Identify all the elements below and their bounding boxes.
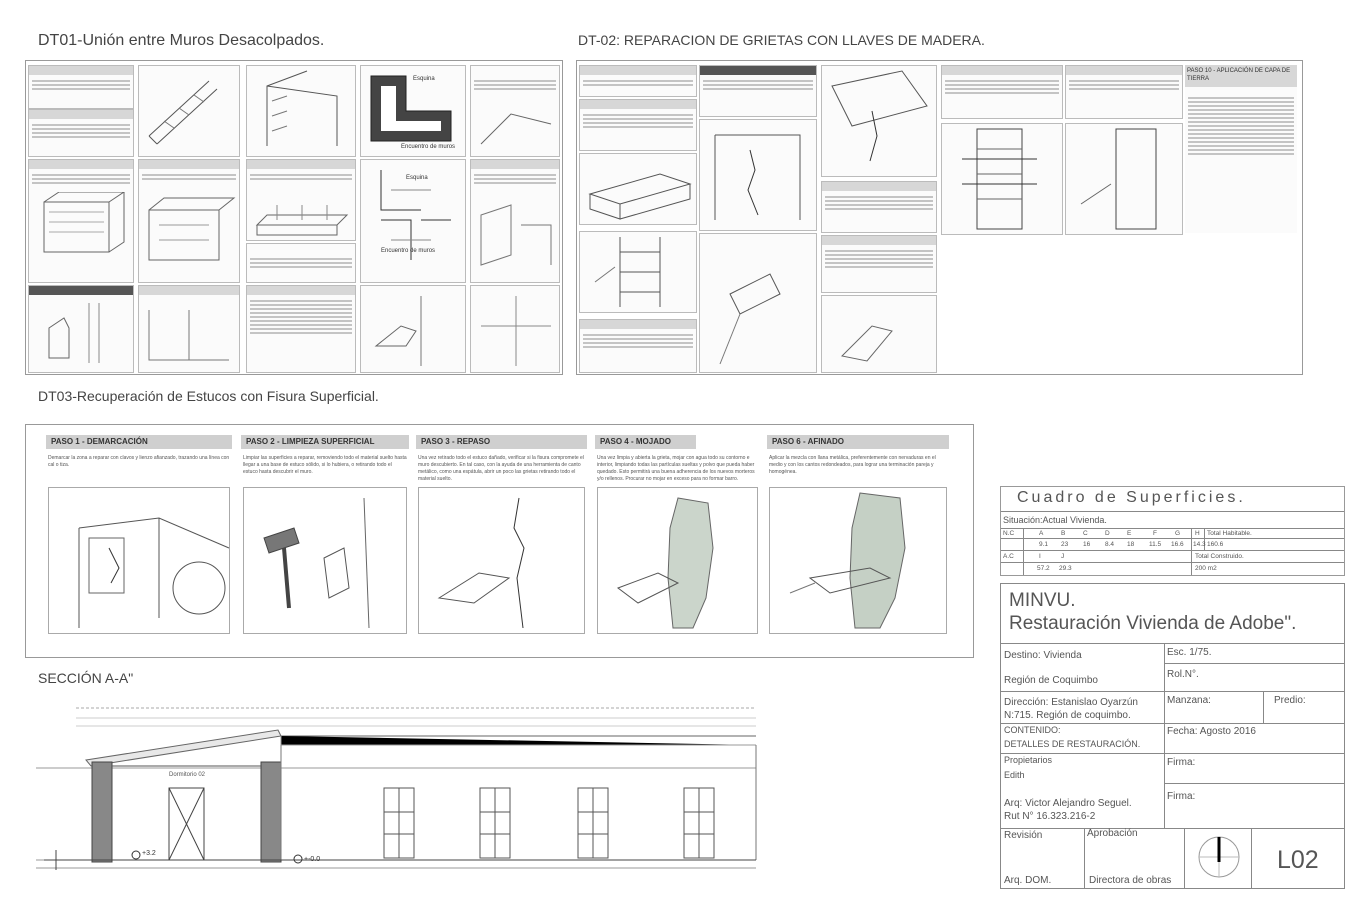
section-elevation <box>36 700 966 890</box>
tb-arq: Arq: Victor Alejandro Seguel. <box>1004 798 1132 809</box>
dt01-plan-detail <box>360 159 466 283</box>
tb-destino: Destino: Vivienda <box>1004 650 1082 661</box>
dt02-step-3 <box>699 65 817 117</box>
dt01-hand-drawing <box>360 285 466 373</box>
dt03-step-4-image <box>597 487 758 634</box>
dt01-diagram-a <box>138 65 240 157</box>
tb-rol: Rol.N°. <box>1167 669 1199 680</box>
tb-sheet-number: L02 <box>1277 846 1319 874</box>
dt01-step-2 <box>28 109 134 157</box>
tb-arq-dom: Arq. DOM. <box>1004 875 1052 886</box>
dt01-step-7 <box>246 159 356 241</box>
dt02-anchor-drawing <box>821 65 937 177</box>
dt02-column-drawing <box>941 123 1063 235</box>
room-label: Dormitorio 02 <box>169 772 206 778</box>
dt01-title: DT01-Unión entre Muros Desacolpados. <box>38 32 325 49</box>
sup-h-0: N.C <box>1003 530 1015 537</box>
dt01-step-4 <box>28 285 134 373</box>
superficies-table <box>1000 486 1345 576</box>
dt01-step-3 <box>28 159 134 283</box>
sup-r1-3: 16 <box>1083 541 1091 548</box>
sup-r1-2: 23 <box>1061 541 1069 548</box>
dt02-wetting-drawing <box>1065 123 1183 235</box>
sup-h-7: G <box>1175 530 1181 537</box>
dt03-step-4-text: Una vez limpia y abierta la grieta, mojar con agua todo su contorno e interior, limpiando todas las partículas sueltas y polvo que pueda haber quedado. Esto permitirá una buena adherencia de los nuevos morteros y/o rellenos. Procurar no mojar en exceso para no formar barro. <box>597 455 755 482</box>
tb-predio: Predio: <box>1274 695 1306 706</box>
dt02-step-10-title: PASO 10 - APLICACIÓN DE CAPA DE TIERRA <box>1185 65 1297 87</box>
dt01-diagram-e <box>470 285 560 373</box>
dt02-beam-drawing <box>579 153 697 225</box>
sup-r1-5: 18 <box>1127 541 1135 548</box>
dt02-brick-drawing <box>579 231 697 313</box>
dt01-step-9 <box>246 285 356 373</box>
title-block <box>1000 583 1345 889</box>
dt03-step-4-label: PASO 4 - MOJADO <box>595 435 696 449</box>
tb-escala: Esc. 1/75. <box>1167 647 1212 658</box>
sup-r1-6: 11.5 <box>1149 541 1162 548</box>
tb-org: MINVU. <box>1009 590 1076 611</box>
sup-h-1: A <box>1039 530 1044 537</box>
dt01-step-6 <box>138 285 240 373</box>
spray-drawing <box>29 298 133 368</box>
wall-corner-drawing <box>29 192 133 282</box>
sup-r2-2: 29.3 <box>1059 565 1072 572</box>
dt03-step-5-image <box>769 487 947 634</box>
tb-fecha: Fecha: Agosto 2016 <box>1167 726 1256 737</box>
dt02-crack-drawing <box>699 119 817 231</box>
sup-r1-4: 8.4 <box>1105 541 1115 548</box>
dt01-corner-plan <box>360 65 466 157</box>
tb-direccion: Dirección: Estanislao Oyarzún N:715. Región de coquimbo. <box>1004 697 1138 721</box>
tb-owner: Edith <box>1004 770 1025 780</box>
dt01-step-8 <box>246 243 356 283</box>
dt01-step-5 <box>138 159 240 283</box>
sup-h-5: E <box>1127 530 1132 537</box>
sup-h2-2: J <box>1061 553 1065 560</box>
tb-aprobacion: Aprobación <box>1087 828 1138 839</box>
dt03-step-3-image <box>418 487 585 634</box>
dt02-panel <box>576 60 1303 375</box>
dt03-step-1-text: Demarcar la zona a reparar con clavos y lienzo afianzado, trazando una línea con cal o tiza. <box>48 455 230 468</box>
dt03-step-3 <box>416 425 587 655</box>
dt03-step-2-label: PASO 2 - LIMPIEZA SUPERFICIAL <box>241 435 409 449</box>
tb-firma-2: Firma: <box>1167 791 1196 802</box>
dt03-step-2-image <box>243 487 407 634</box>
tb-manzana: Manzana: <box>1167 695 1211 706</box>
elevation-drawing <box>36 700 966 890</box>
north-arrow-icon <box>1192 834 1246 880</box>
sup-r1-7: 16.6 <box>1171 541 1184 548</box>
dt03-step-1-image <box>48 487 230 634</box>
dt01-panel <box>25 60 563 375</box>
label-esquina-2: Esquina <box>406 175 428 181</box>
sup-h-3: C <box>1083 530 1088 537</box>
dt02-step-7 <box>941 65 1063 119</box>
dt02-step-5 <box>821 181 937 233</box>
sup-r1-1: 9.1 <box>1039 541 1049 548</box>
tb-project: Restauración Vivienda de Adobe". <box>1009 613 1297 634</box>
dt02-step-8 <box>579 319 697 373</box>
tb-contenido-label: CONTENIDO: <box>1004 725 1061 735</box>
tb-contenido: DETALLES DE RESTAURACIÓN. <box>1004 739 1141 749</box>
dt03-step-5-label: PASO 6 - AFINADO <box>767 435 949 449</box>
sup-r1-8: 14.3 <box>1193 541 1206 548</box>
label-encuentro-2: Encuentro de muros <box>381 248 436 254</box>
situacion-label: Situación:Actual Vivienda. <box>1003 515 1107 525</box>
dt03-step-5 <box>767 425 949 655</box>
dt02-step-9 <box>1065 65 1183 119</box>
dt03-step-5-text: Aplicar la mezcla con llana metálica, preferentemente con nervaduras en el medio y con los cantos redondeados, para lograr una terminación pareja y homogénea. <box>769 455 936 475</box>
dt03-step-3-label: PASO 3 - REPASO <box>416 435 587 449</box>
dt02-dots-drawing <box>821 295 937 373</box>
dt03-step-2-text: Limpiar las superficies a reparar, removiendo todo el material suelto hasta llegar a una base de estuco sólido, si lo hubiera, o retirando todo el estuco hasta descubrir el muro. <box>243 455 407 475</box>
tb-rut: Rut N° 16.323.216-2 <box>1004 811 1096 822</box>
sup-h2-1: I <box>1039 553 1041 560</box>
sup-h-4: D <box>1105 530 1110 537</box>
dt02-step-1 <box>579 65 697 97</box>
dt02-step-6 <box>821 235 937 293</box>
sup-r1-9: 160.6 <box>1207 541 1224 548</box>
dt01-diagram-c <box>470 65 560 157</box>
dt02-step-2 <box>579 99 697 151</box>
dt03-step-4 <box>595 425 760 655</box>
dt03-step-2 <box>241 425 409 655</box>
dt02-trowel-drawing <box>699 233 817 373</box>
dt02-step-10 <box>1185 65 1297 233</box>
sup-h2-0: A.C <box>1003 553 1014 560</box>
tb-firma-1: Firma: <box>1167 757 1196 768</box>
sup-h-6: F <box>1153 530 1157 537</box>
sup-h-9: Total Habitable. <box>1207 530 1252 537</box>
sup-h-2: B <box>1061 530 1066 537</box>
sup-h-8: H <box>1195 530 1200 537</box>
dt03-title: DT03-Recuperación de Estucos con Fisura Superficial. <box>38 388 379 404</box>
sup-h2-3: Total Construido. <box>1195 553 1244 560</box>
tb-directora: Directora de obras <box>1089 875 1172 886</box>
tb-region: Región de Coquimbo <box>1004 675 1098 686</box>
dt03-step-1 <box>46 425 232 655</box>
dt01-diagram-d <box>470 159 560 283</box>
sup-r2-3: 200 m2 <box>1195 565 1217 572</box>
dt03-panel <box>25 424 974 658</box>
sup-r2-1: 57.2 <box>1037 565 1050 572</box>
dt03-step-1-label: PASO 1 - DEMARCACIÓN <box>46 435 232 449</box>
level-3-2: +3.2 <box>142 850 156 857</box>
dt03-step-3-text: Una vez retirado todo el estuco dañado, verificar si la fisura compromete el muro descubierto. En tal caso, con la ayuda de una herramienta de canto metálico, como una espátula, abrir un poco las grietas retirando todo el material suelto. <box>418 455 584 482</box>
label-encuentro: Encuentro de muros <box>401 144 456 150</box>
superficies-title: Cuadro de Superficies. <box>1017 489 1246 506</box>
section-title: SECCIÓN A-A" <box>38 670 134 686</box>
tb-propietarios: Propietarios <box>1004 755 1053 765</box>
tb-revision: Revisión <box>1004 830 1043 841</box>
dt01-step-1 <box>28 65 134 109</box>
dt02-title: DT-02: REPARACION DE GRIETAS CON LLAVES DE MADERA. <box>578 32 985 48</box>
level-0-0: +-0.0 <box>304 856 321 863</box>
label-esquina: Esquina <box>413 76 435 82</box>
dt01-diagram-b <box>246 65 356 157</box>
